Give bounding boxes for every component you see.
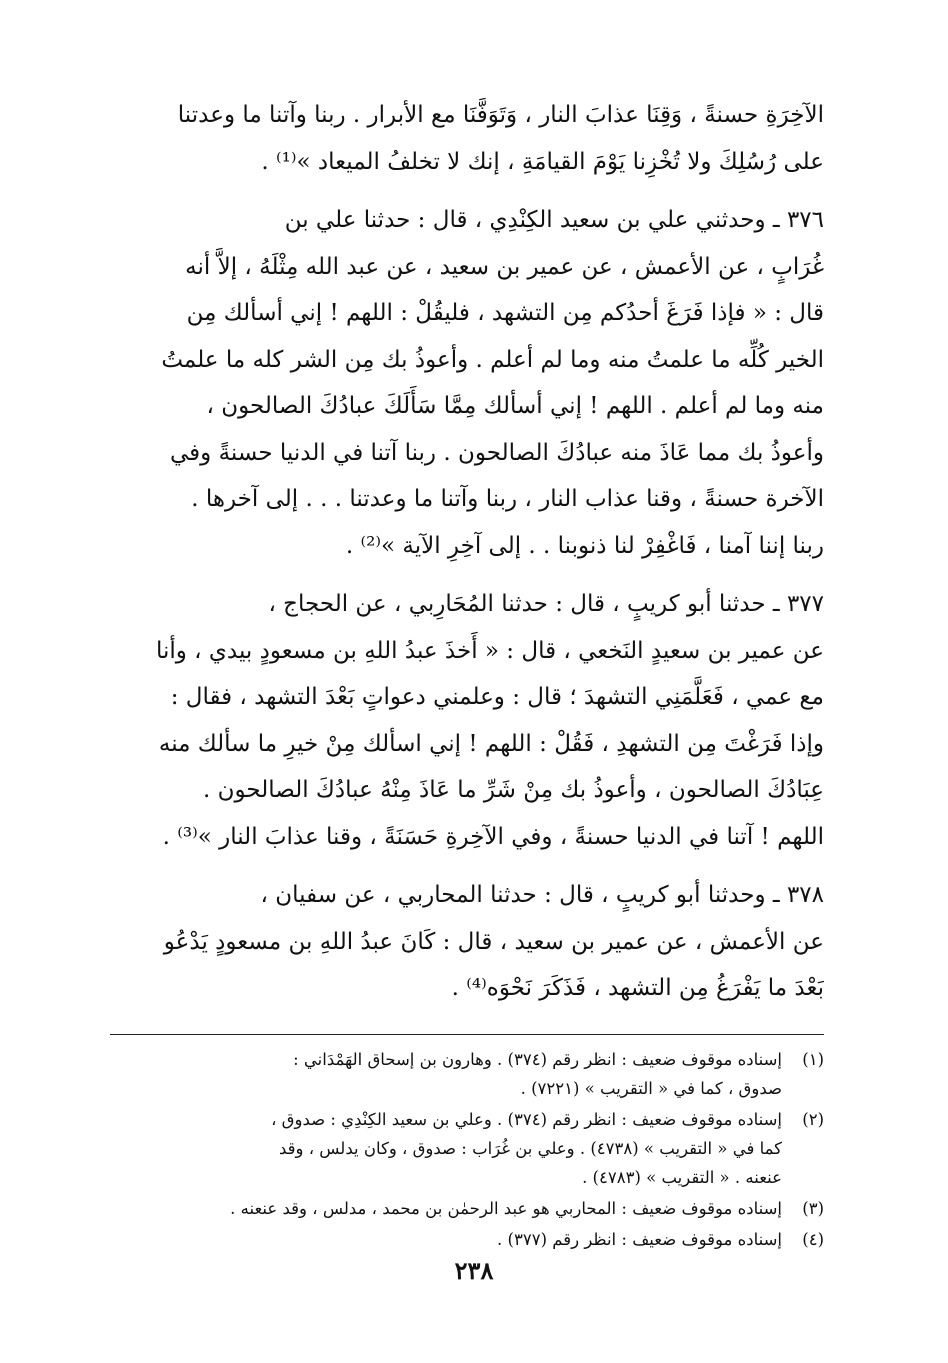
footnote-3	[110, 1194, 824, 1223]
text-line: اللهم ! آتنا في الدنيا حسنةً ، وفي الآخِرةِ حَسَنَةً ، وقنا عذابَ النار »⁽³⁾ .	[162, 823, 824, 850]
text-line: عِبَادُكَ الصالحون ، وأعوذُ بك مِنْ شَرِّ ما عَاذَ مِنْهُ عبادُكَ الصالحون .	[203, 777, 824, 803]
hadith-376	[110, 197, 824, 569]
text-line: بَعْدَ ما يَفْرَغُ مِن التشهد ، فَذَكَرَ نَحْوَه⁽⁴⁾ .	[451, 975, 824, 1001]
footnote-text	[110, 1194, 782, 1223]
text-line: ٣٧٨ ـ وحدثنا أبو كريبٍ ، قال : حدثنا المحاربي ، عن سفيان ،	[260, 882, 824, 908]
text-line: الآخرة حسنةً ، وقنا عذاب النار ، ربنا وآتنا ما وعدتنا . . . إلى آخرها .	[191, 486, 824, 512]
text-line: الآخِرَةِ حسنةً ، وَقِنَا عذابَ النار ، وَتَوَفَّنَا مع الأبرار . ربنا وآتنا ما وعدتنا	[177, 102, 824, 128]
text-line: الخير كُلِّه ما علمتُ منه وما لم أعلم . وأعوذُ بك مِن الشر كله ما علمتُ	[161, 346, 824, 373]
page-content	[110, 92, 824, 1256]
footnote-line: عنعنه . « التقريب » (٤٧٨٣) .	[582, 1167, 782, 1187]
page-number: ٢٣٨	[454, 1256, 494, 1285]
footnote-divider	[110, 1034, 824, 1035]
text-line: على رُسُلِكَ ولا تُخْزِنا يَوْمَ القيامَةِ ، إنك لا تخلفُ الميعاد »⁽¹⁾ .	[261, 148, 824, 175]
continuation-paragraph	[110, 92, 824, 185]
hadith-377	[110, 581, 824, 860]
footnote-line: إسناده موقوف ضعيف : انظر رقم (٣٧٤) . وعلي بن سعيد الكِنْدِي : صدوق ،	[271, 1109, 782, 1129]
text-line: ربنا إننا آمنا ، فَاغْفِرْ لنا ذنوبنا . . إلى آخِرِ الآية »⁽²⁾ .	[345, 532, 824, 559]
text-line: ٣٧٦ ـ وحدثني علي بن سعيد الكِنْدِي ، قال : حدثنا علي بن	[284, 207, 824, 233]
footnote-mark: (٢)	[802, 1109, 824, 1129]
text-line: عن الأعمش ، عن عمير بن سعيد ، قال : كَانَ عبدُ اللهِ بن مسعودٍ يَدْعُو	[163, 928, 824, 955]
text-line: وإذا فَرَغْتَ مِن التشهدِ ، فَقُلْ : اللهم ! إني اسألك مِنْ خيرِ ما سألك منه	[158, 730, 824, 757]
text-line: قال : « فإذا فَرَغَ أحدُكم مِن التشهد ، فليقُلْ : اللهم ! إني أسألك مِن	[186, 300, 824, 326]
footnote-line: إسناده موقوف ضعيف : انظر رقم (٣٧٤) . وهارون بن إسحاق الهَمْدَاني :	[293, 1049, 782, 1069]
footnote-1	[110, 1045, 824, 1103]
footnote-text	[110, 1045, 782, 1103]
footnote-4	[110, 1225, 824, 1254]
footnote-2	[110, 1105, 824, 1192]
text-line: غُرَابٍ ، عن الأعمش ، عن عمير بن سعيد ، عن عبد الله مِثْلَهُ ، إلاَّ أنه	[185, 253, 824, 280]
footnote-line: كما في « التقريب » (٤٧٣٨) . وعلي بن غُرَاب : صدوق ، وكان يدلس ، وقد	[278, 1138, 782, 1158]
text-line: منه وما لم أعلم . اللهم ! إني أسألك مِمَّا سَأَلَكَ عبادُكَ الصالحون ،	[206, 393, 824, 419]
footnote-line: إسناده موقوف ضعيف : انظر رقم (٣٧٧) .	[497, 1229, 782, 1249]
footnote-mark: (١)	[802, 1049, 824, 1069]
footnote-text	[110, 1105, 782, 1192]
footnote-mark: (٤)	[802, 1229, 824, 1249]
footnote-line: صدوق ، كما في « التقريب » (٧٢٢١) .	[520, 1078, 782, 1098]
footnote-line: إسناده موقوف ضعيف : المحاربي هو عبد الرحمٰن بن محمد ، مدلس ، وقد عنعنه .	[230, 1198, 782, 1218]
text-line: مع عمي ، فَعَلَّمَنِي التشهدَ ؛ قال : وعلمني دعواتٍ بَعْدَ التشهد ، فقال :	[170, 684, 824, 710]
footnote-mark: (٣)	[802, 1198, 824, 1218]
text-line: عن عمير بن سعيدٍ النَخعي ، قال : « أَخذَ عبدُ اللهِ بن مسعودٍ بيدي ، وأنا	[155, 637, 824, 664]
footnote-text	[110, 1225, 782, 1254]
hadith-378	[110, 872, 824, 1012]
text-line: ٣٧٧ ـ حدثنا أبو كريبٍ ، قال : حدثنا المُحَارِبي ، عن الحجاج ،	[268, 591, 824, 617]
text-line: وأعوذُ بك مما عَاذَ منه عبادُكَ الصالحون . ربنا آتنا في الدنيا حسنةً وفي	[170, 439, 824, 466]
